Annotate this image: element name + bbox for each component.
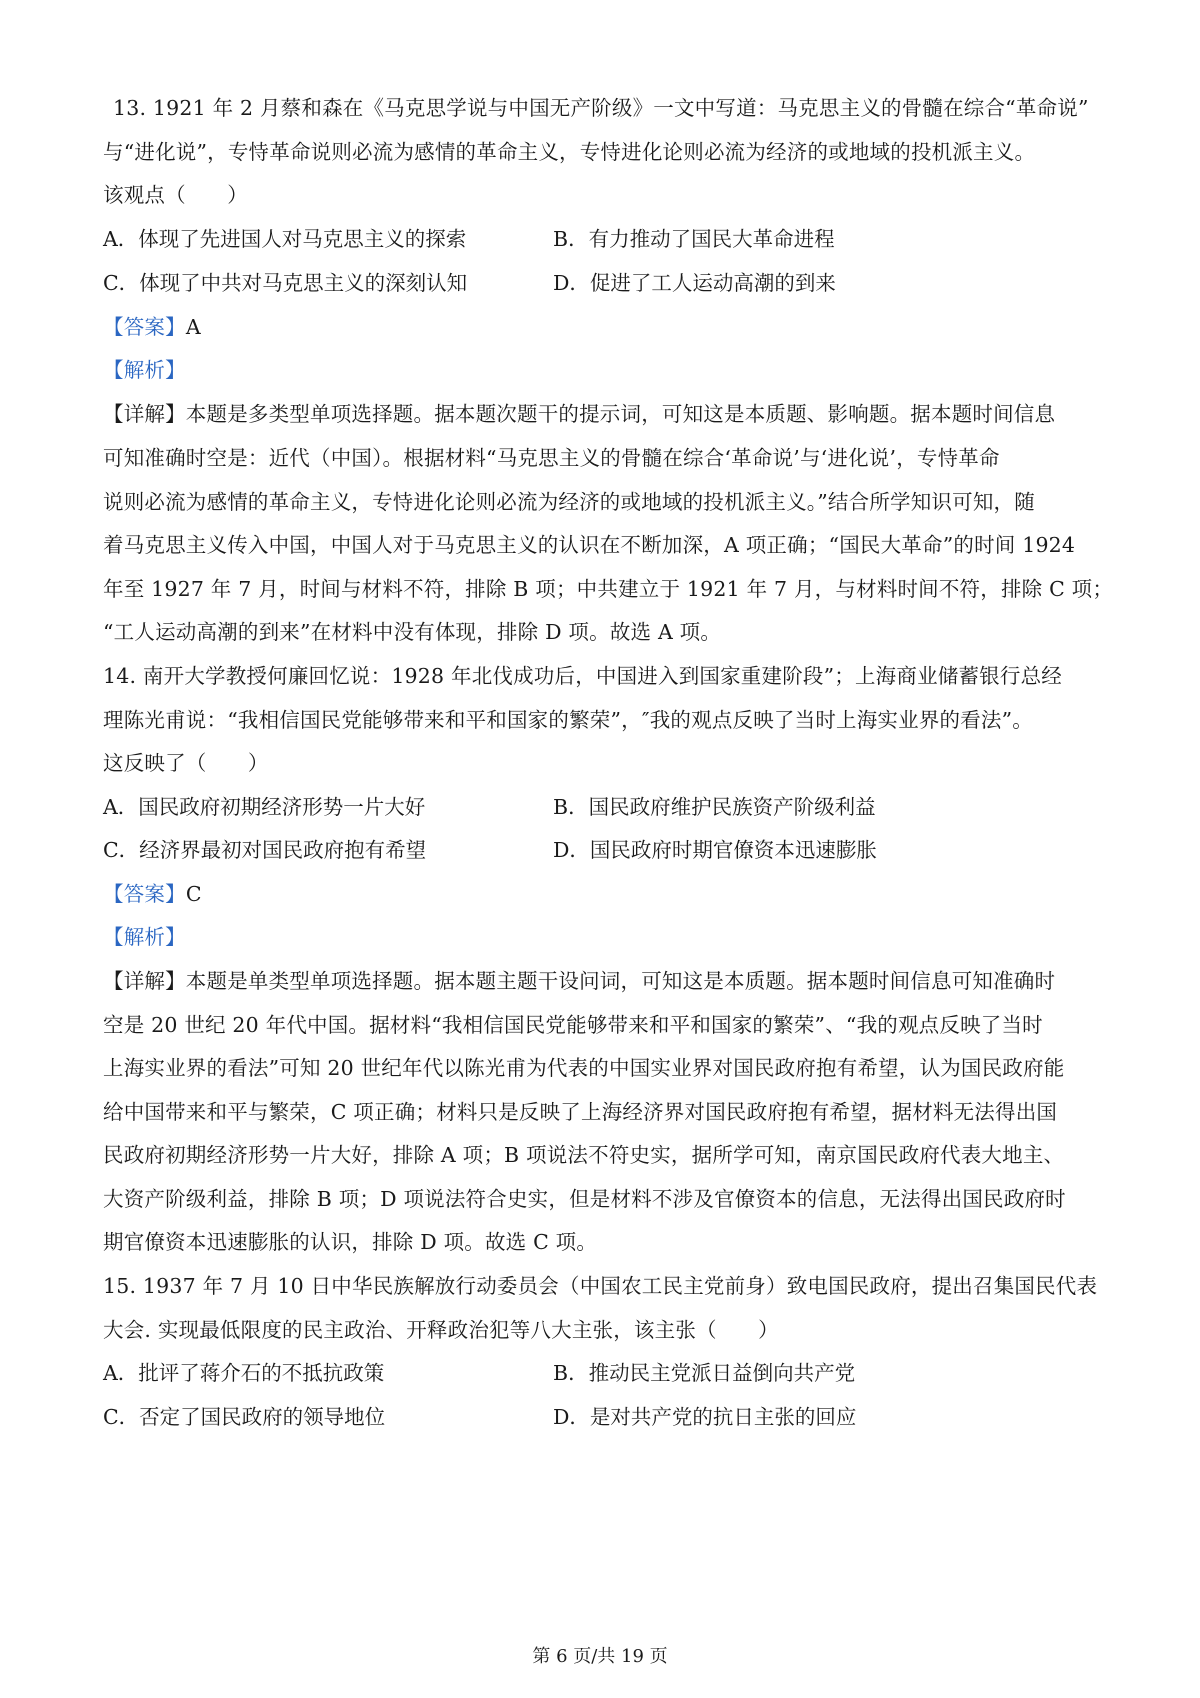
q14-detail-line-6: 大资产阶级利益，排除 B 项；D 项说法符合史实，但是材料不涉及官僚资本的信息，无法得出国民政府时 bbox=[103, 1187, 1066, 1211]
q14-stem-line-1: 14. 南开大学教授何廉回忆说：1928 年北伐成功后，中国进入到国家重建阶段”；上海商业储蓄银行总经 bbox=[103, 664, 1062, 688]
answer-value: A bbox=[185, 315, 201, 339]
q14-option-a: A．国民政府初期经济形势一片大好 bbox=[103, 795, 426, 819]
q15-option-a: A．批评了蒋介石的不抵抗政策 bbox=[103, 1361, 385, 1385]
q14-detail-line-2: 空是 20 世纪 20 年代中国。据材料“我相信国民党能够带来和平和国家的繁荣”、“我的观点反映了当时 bbox=[103, 1013, 1043, 1037]
q15-option-c: C．否定了国民政府的领导地位 bbox=[103, 1405, 386, 1429]
answer-tag: 【答案】 bbox=[103, 315, 186, 339]
q13-option-d: D．促进了工人运动高潮的到来 bbox=[553, 271, 836, 295]
q13-stem-line-1: 13. 1921 年 2 月蔡和森在《马克思学说与中国无产阶级》一文中写道：马克思主义的骨髓在综合“革命说” bbox=[113, 96, 1089, 120]
answer-value: C bbox=[185, 882, 202, 906]
q14-analysis-tag bbox=[103, 915, 186, 959]
q14-option-c: C．经济界最初对国民政府抱有希望 bbox=[103, 838, 427, 862]
page-number-footer: 第 6 页/共 19 页 bbox=[532, 1646, 668, 1667]
analysis-tag: 【解析】 bbox=[103, 358, 186, 382]
q13-detail-line-5: 年至 1927 年 7 月，时间与材料不符，排除 B 项；中共建立于 1921 年 7 月，与材料时间不符，排除 C 项； bbox=[103, 577, 1114, 601]
answer-tag: 【答案】 bbox=[103, 882, 186, 906]
q13-detail-line-4: 着马克思主义传入中国，中国人对于马克思主义的认识在不断加深，A 项正确；“国民大革命”的时间 1924 bbox=[103, 533, 1076, 557]
q13-detail-line-1: 【详解】本题是多类型单项选择题。据本题次题干的提示词，可知这是本质题、影响题。据本题时间信息 bbox=[103, 402, 1056, 426]
q14-detail-line-5: 民政府初期经济形势一片大好，排除 A 项；B 项说法不符史实，据所学可知，南京国民政府代表大地主、 bbox=[103, 1143, 1065, 1167]
q14-answer bbox=[103, 872, 202, 916]
q13-stem-line-2: 与“进化说”，专恃革命说则必流为感情的革命主义，专恃进化论则必流为经济的或地域的投机派主义。 bbox=[103, 140, 1036, 164]
analysis-tag: 【解析】 bbox=[103, 925, 186, 949]
q14-detail-line-7: 期官僚资本迅速膨胀的认识，排除 D 项。故选 C 项。 bbox=[103, 1230, 598, 1254]
q14-stem-line-3: 这反映了（ ） bbox=[103, 751, 269, 775]
q13-option-a: A．体现了先进国人对马克思主义的探索 bbox=[103, 227, 467, 251]
q14-detail-line-3: 上海实业界的看法”可知 20 世纪年代以陈光甫为代表的中国实业界对国民政府抱有希望，认为国民政府能 bbox=[103, 1056, 1065, 1080]
q15-option-d: D．是对共产党的抗日主张的回应 bbox=[553, 1405, 857, 1429]
q14-option-d: D．国民政府时期官僚资本迅速膨胀 bbox=[553, 838, 877, 862]
q13-option-b: B．有力推动了国民大革命进程 bbox=[553, 227, 835, 251]
q13-detail-line-2: 可知准确时空是：近代（中国）。根据材料“马克思主义的骨髓在综合‘革命说’与‘进化说’，专恃革命 bbox=[103, 446, 1000, 470]
q14-option-b: B．国民政府维护民族资产阶级利益 bbox=[553, 795, 876, 819]
q14-detail-line-4: 给中国带来和平与繁荣，C 项正确；材料只是反映了上海经济界对国民政府抱有希望，据材料无法得出国 bbox=[103, 1100, 1058, 1124]
q15-stem-line-2: 大会. 实现最低限度的民主政治、开释政治犯等八大主张，该主张（ ） bbox=[103, 1318, 779, 1342]
q13-answer bbox=[103, 305, 201, 349]
q13-option-c: C．体现了中共对马克思主义的深刻认知 bbox=[103, 271, 468, 295]
q15-stem-line-1: 15. 1937 年 7 月 10 日中华民族解放行动委员会（中国农工民主党前身）致电国民政府，提出召集国民代表 bbox=[103, 1274, 1098, 1298]
q13-detail-line-6: “工人运动高潮的到来”在材料中没有体现，排除 D 项。故选 A 项。 bbox=[103, 620, 722, 644]
q14-stem-line-2: 理陈光甫说：“我相信国民党能够带来和平和国家的繁荣”，″我的观点反映了当时上海实业界的看法”。 bbox=[103, 708, 1033, 732]
q14-detail-line-1: 【详解】本题是单类型单项选择题。据本题主题干设问词，可知这是本质题。据本题时间信息可知准确时 bbox=[103, 969, 1056, 993]
q15-option-b: B．推动民主党派日益倒向共产党 bbox=[553, 1361, 856, 1385]
q13-stem-line-3: 该观点（ ） bbox=[103, 183, 248, 207]
q13-detail-line-3: 说则必流为感情的革命主义，专恃进化论则必流为经济的或地域的投机派主义。”结合所学知识可知，随 bbox=[103, 490, 1035, 514]
q13-analysis-tag bbox=[103, 348, 186, 392]
